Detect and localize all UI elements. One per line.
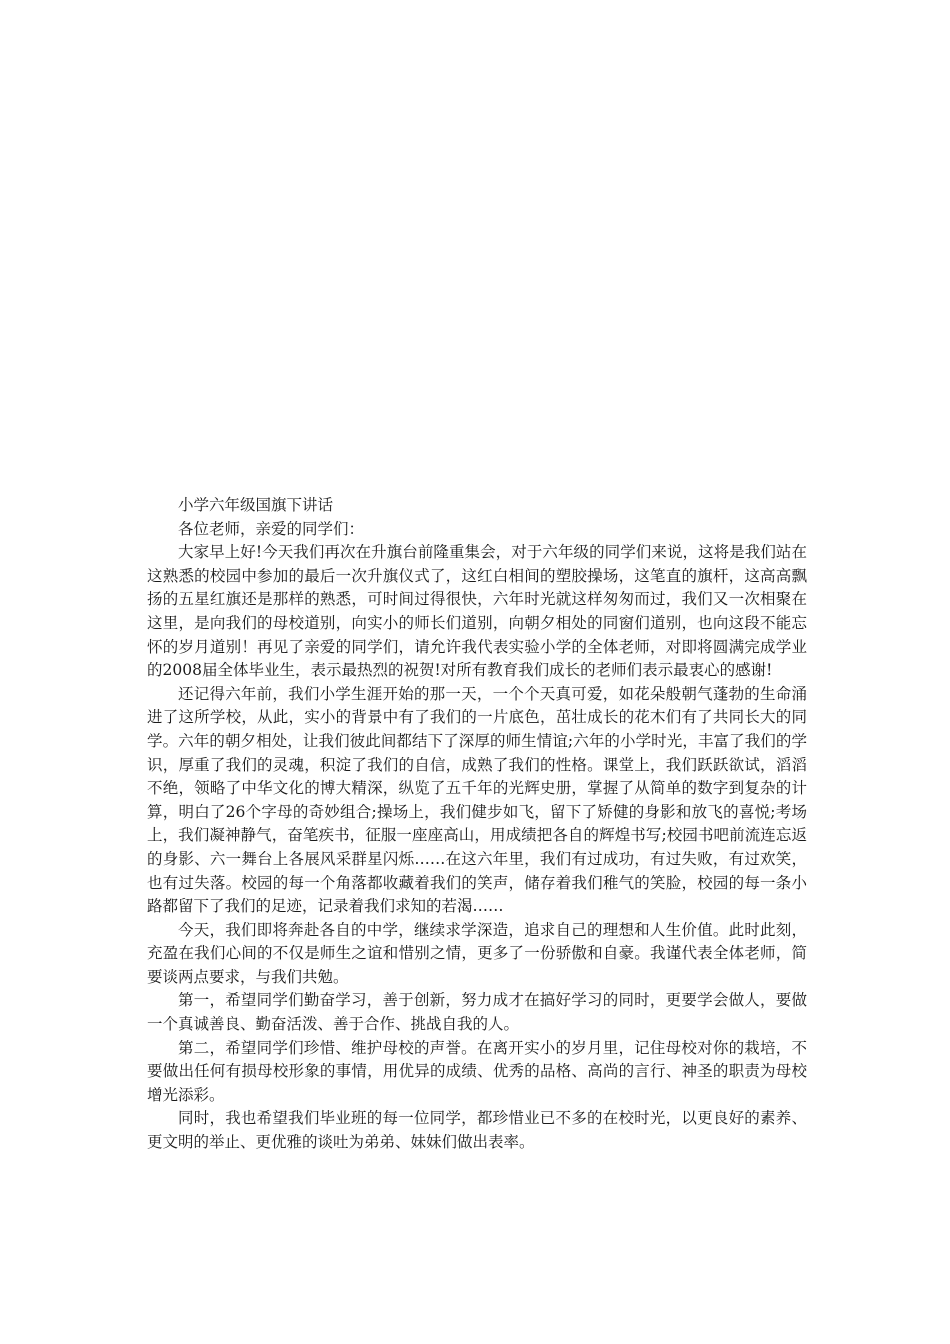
salutation: 各位老师，亲爱的同学们： [178,519,365,538]
paragraph-3: 今天，我们即将奔赴各自的中学，继续求学深造，追求自己的理想和人生价值。此时此刻，充盈在我们心间的不仅是师生之谊和惜别之情，更多了一份骄傲和自豪。我谨代表全体老师，简要谈两点要求，与我们共勉。 [147,920,807,986]
document-title: 小学六年级国旗下讲话 [178,496,334,514]
paragraph-2: 还记得六年前，我们小学生涯开始的那一天，一个个天真可爱，如花朵般朝气蓬勃的生命涌进了这所学校，从此，实小的背景中有了我们的一片底色，茁壮成长的花木们有了共同长大的同学。六年的朝夕相处，让我们彼此间都结下了深厚的师生情谊;六年的小学时光，丰富了我们的学识，厚重了我们的灵魂，积淀了我们的自信，成熟了我们的性格。课堂上，我们跃跃欲试，滔滔不绝，领略了中华文化的博大精深，纵览了五千年的光辉史册，掌握了从简单的数字到复杂的计算，明白了26个字母的奇妙组合;操场上，我们健步如飞，留下了矫健的身影和放飞的喜悦;考场上，我们凝神静气，奋笔疾书，征服一座座高山，用成绩把各自的辉煌书写;校园书吧前流连忘返的身影、六一舞台上各展风采群星闪烁……在这六年里，我们有过成功，有过失败，有过欢笑，也有过失落。校园的每一个角落都收藏着我们的笑声，储存着我们稚气的笑脸，校园的每一条小路都留下了我们的足迹，记录着我们求知的若渴…… [147,684,807,916]
paragraph-1: 大家早上好!今天我们再次在升旗台前隆重集会，对于六年级的同学们来说，这将是我们站在这熟悉的校园中参加的最后一次升旗仪式了，这红白相间的塑胶操场，这笔直的旗杆，这高高飘扬的五星红旗还是那样的熟悉，可时间过得很快，六年时光就这样匆匆而过，我们又一次相聚在这里，是向我们的母校道别，向实小的师长们道别，向朝夕相处的同窗们道别，也向这段不能忘怀的岁月道别！再见了亲爱的同学们，请允许我代表实验小学的全体老师，对即将圆满完成学业的2008届全体毕业生，表示最热烈的祝贺!对所有教育我们成长的老师们表示最衷心的感谢! [147,543,807,680]
paragraph-5: 第二，希望同学们珍惜、维护母校的声誉。在离开实小的岁月里，记住母校对你的栽培，不要做出任何有损母校形象的事情，用优异的成绩、优秀的品格、高尚的言行、神圣的职责为母校增光添彩。 [147,1038,807,1104]
paragraph-6: 同时，我也希望我们毕业班的每一位同学，都珍惜业已不多的在校时光，以更良好的素养、更文明的举止、更优雅的谈吐为弟弟、妹妹们做出表率。 [147,1109,807,1152]
paragraph-4: 第一，希望同学们勤奋学习，善于创新，努力成才在搞好学习的同时，更要学会做人，要做一个真诚善良、勤奋活泼、善于合作、挑战自我的人。 [147,991,807,1034]
speech-body [147,494,807,1155]
